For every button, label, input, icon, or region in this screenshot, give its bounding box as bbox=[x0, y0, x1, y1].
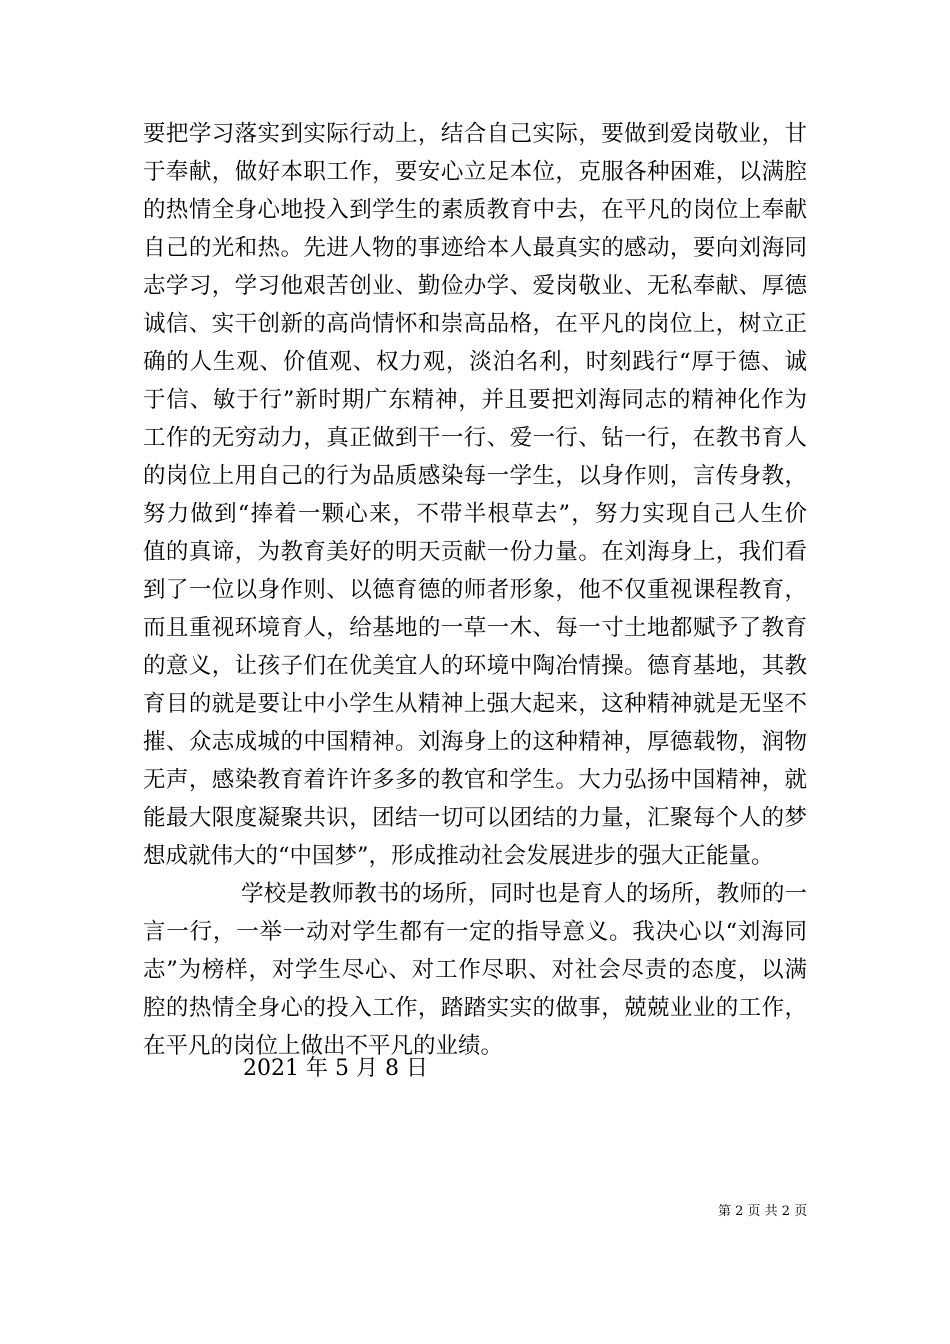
text-line: 要把学习落实到实际行动上，结合自己实际，要做到爱岗敬业，甘 bbox=[143, 121, 807, 147]
text-line: 志”为榜样，对学生尽心、对工作尽职、对社会尽责的态度，以满 bbox=[143, 957, 807, 983]
text-line: 确的人生观、价值观、权力观，淡泊名利，时刻践行“厚于德、诚 bbox=[143, 349, 807, 375]
text-line: 学校是教师教书的场所，同时也是育人的场所，教师的一 bbox=[241, 881, 807, 907]
text-line: 在平凡的岗位上做出不平凡的业绩。 bbox=[143, 1033, 504, 1059]
text-line: 到了一位以身作则、以德育德的师者形象，他不仅重视课程教育， bbox=[143, 577, 807, 603]
text-line: 育目的就是要让中小学生从精神上强大起来，这种精神就是无坚不 bbox=[143, 691, 807, 717]
document-body bbox=[143, 115, 807, 1065]
text-line: 腔的热情全身心的投入工作，踏踏实实的做事，兢兢业业的工作， bbox=[143, 995, 807, 1021]
text-line: 值的真谛，为教育美好的明天贡献一份力量。在刘海身上，我们看 bbox=[143, 539, 807, 565]
text-line: 志学习，学习他艰苦创业、勤俭办学、爱岗敬业、无私奉献、厚德 bbox=[143, 273, 807, 299]
text-line: 摧、众志成城的中国精神。刘海身上的这种精神，厚德载物，润物 bbox=[143, 729, 807, 755]
text-line: 想成就伟大的“中国梦”，形成推动社会发展进步的强大正能量。 bbox=[143, 843, 774, 869]
text-line: 于奉献，做好本职工作，要安心立足本位，克服各种困难，以满腔 bbox=[143, 159, 807, 185]
text-line: 诚信、实干创新的高尚情怀和崇高品格，在平凡的岗位上，树立正 bbox=[143, 311, 807, 337]
paragraph-1 bbox=[143, 115, 807, 875]
text-line: 能最大限度凝聚共识，团结一切可以团结的力量，汇聚每个人的梦 bbox=[143, 805, 807, 831]
text-line: 工作的无穷动力，真正做到干一行、爱一行、钻一行，在教书育人 bbox=[143, 425, 807, 451]
page-footer bbox=[718, 1202, 807, 1222]
text-line: 无声，感染教育着许许多多的教官和学生。大力弘扬中国精神，就 bbox=[143, 767, 807, 793]
text-line: 的意义，让孩子们在优美宜人的环境中陶冶情操。德育基地，其教 bbox=[143, 653, 807, 679]
text-line: 言一行，一举一动对学生都有一定的指导意义。我决心以“刘海同 bbox=[143, 919, 807, 945]
text-line: 努力做到“捧着一颗心来，不带半根草去”，努力实现自己人生价 bbox=[143, 501, 807, 527]
text-line: 的岗位上用自己的行为品质感染每一学生，以身作则，言传身教， bbox=[143, 463, 807, 489]
text-line: 于信、敏于行”新时期广东精神，并且要把刘海同志的精神化作为 bbox=[143, 387, 807, 413]
document-date: 2021 年 5 月 8 日 bbox=[243, 1056, 428, 1081]
text-line: 自己的光和热。先进人物的事迹给本人最真实的感动，要向刘海同 bbox=[143, 235, 807, 261]
text-line: 而且重视环境育人，给基地的一草一木、每一寸土地都赋予了教育 bbox=[143, 615, 807, 641]
page-number-indicator: 第 2 页 共 2 页 bbox=[718, 1204, 808, 1219]
paragraph-2 bbox=[143, 875, 807, 1065]
text-line: 的热情全身心地投入到学生的素质教育中去，在平凡的岗位上奉献 bbox=[143, 197, 807, 223]
